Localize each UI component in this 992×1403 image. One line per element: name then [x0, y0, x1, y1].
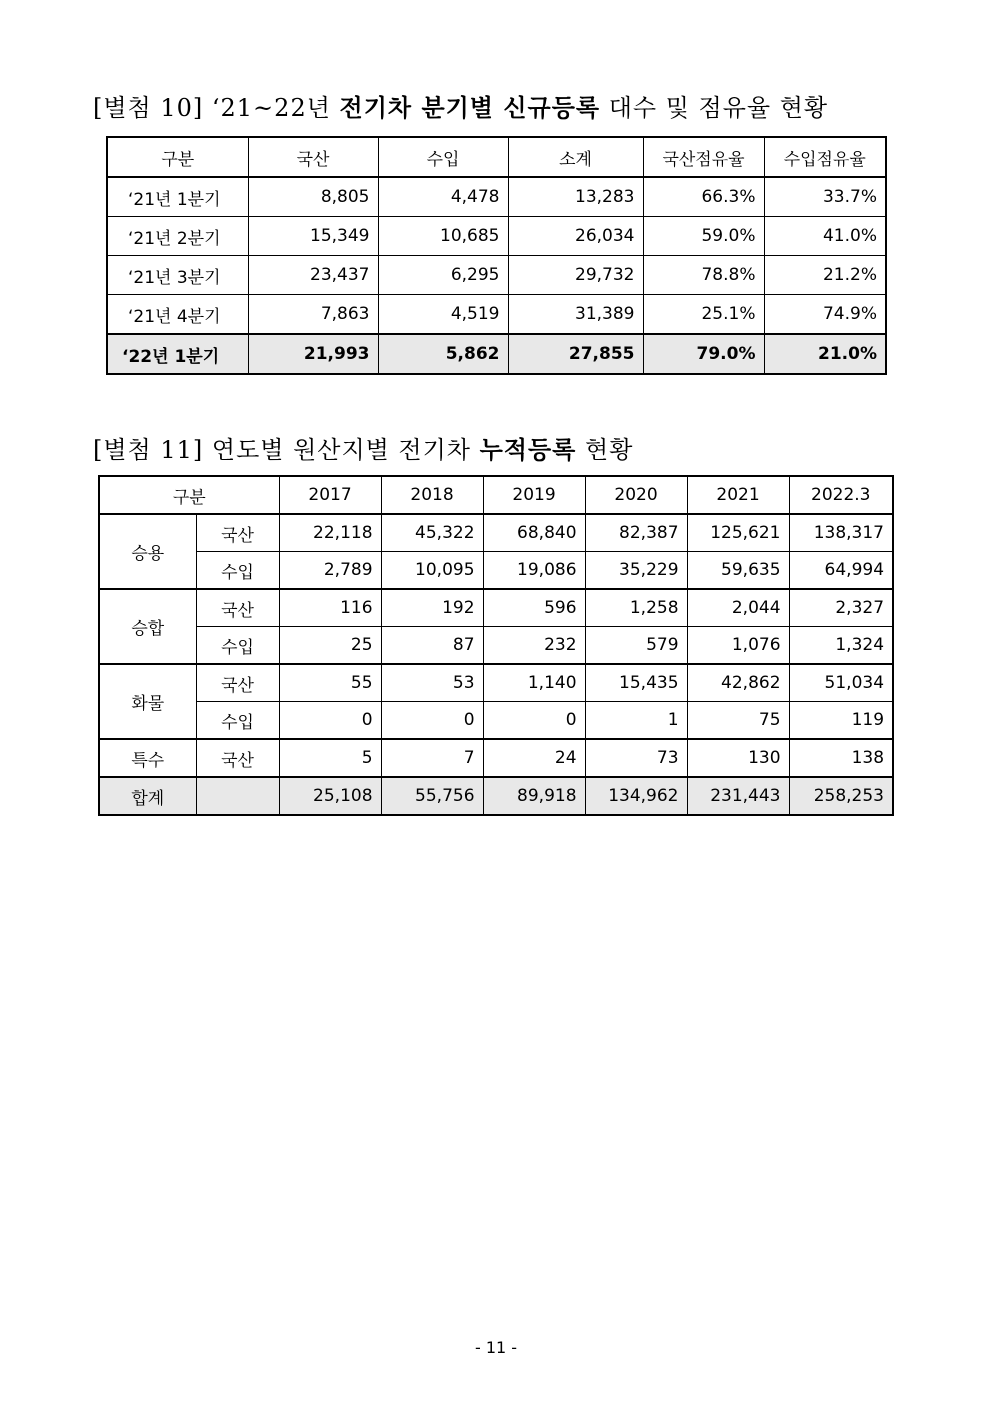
- table-header-row: [99, 476, 893, 514]
- total-row: [99, 777, 893, 815]
- total-label: 합계: [99, 777, 196, 815]
- table-cell: 1,258: [585, 589, 687, 627]
- table-cell: 7,863: [248, 295, 378, 335]
- table-cell: 0: [483, 702, 585, 740]
- table-cell: 2,044: [687, 589, 789, 627]
- type-label: 수입: [196, 552, 279, 590]
- table-cell: 75: [687, 702, 789, 740]
- table-cell: 1,140: [483, 664, 585, 702]
- row-label: ‘22년 1분기: [107, 334, 248, 374]
- table-cell: 21,993: [248, 334, 378, 374]
- cumulative-registration-table: [98, 475, 894, 816]
- table-row: [99, 702, 893, 740]
- group-label: 승용: [99, 514, 196, 589]
- table-cell: 68,840: [483, 514, 585, 552]
- header-cell: 구분: [99, 476, 279, 514]
- table-cell: 1,324: [789, 627, 893, 665]
- table-cell: 59.0%: [643, 217, 764, 256]
- table-cell: 0: [279, 702, 381, 740]
- header-cell: 국산점유율: [643, 137, 764, 177]
- table-row: [107, 177, 886, 217]
- table-cell: 596: [483, 589, 585, 627]
- table-cell: 15,435: [585, 664, 687, 702]
- type-label: 국산: [196, 514, 279, 552]
- type-label: 국산: [196, 664, 279, 702]
- table-cell: 78.8%: [643, 256, 764, 295]
- header-cell: 2020: [585, 476, 687, 514]
- table-cell: 22,118: [279, 514, 381, 552]
- table-cell: 25: [279, 627, 381, 665]
- table-cell: 192: [381, 589, 483, 627]
- page-number: - 11 -: [474, 1338, 518, 1357]
- type-label: 수입: [196, 627, 279, 665]
- table-cell: 33.7%: [764, 177, 886, 217]
- table-cell: 4,519: [378, 295, 508, 335]
- table-cell: 35,229: [585, 552, 687, 590]
- row-label: ‘21년 2분기: [107, 217, 248, 256]
- header-cell: 구분: [107, 137, 248, 177]
- table-cell: 79.0%: [643, 334, 764, 374]
- table-cell: 55: [279, 664, 381, 702]
- table1-title: [별첨 10] ‘21~22년 전기차 분기별 신규등록 대수 및 점유율 현황: [93, 94, 829, 122]
- table-cell: 2,789: [279, 552, 381, 590]
- table-row: [99, 739, 893, 777]
- table-cell: 82,387: [585, 514, 687, 552]
- header-cell: 소계: [508, 137, 643, 177]
- table-cell: 2,327: [789, 589, 893, 627]
- table-cell: 231,443: [687, 777, 789, 815]
- header-cell: 2019: [483, 476, 585, 514]
- table-cell: 232: [483, 627, 585, 665]
- table-row: [107, 217, 886, 256]
- table-cell: 25,108: [279, 777, 381, 815]
- table-cell: 45,322: [381, 514, 483, 552]
- table-cell: 41.0%: [764, 217, 886, 256]
- table-cell: 21.0%: [764, 334, 886, 374]
- table-cell: 31,389: [508, 295, 643, 335]
- table-cell: 74.9%: [764, 295, 886, 335]
- quarterly-registration-table: [106, 136, 887, 375]
- header-cell: 수입: [378, 137, 508, 177]
- table-cell: 59,635: [687, 552, 789, 590]
- type-label: 국산: [196, 739, 279, 777]
- table-cell: 73: [585, 739, 687, 777]
- highlighted-row: [107, 334, 886, 374]
- table-cell: 134,962: [585, 777, 687, 815]
- table-cell: 27,855: [508, 334, 643, 374]
- table-cell: 116: [279, 589, 381, 627]
- table-cell: 6,295: [378, 256, 508, 295]
- table-cell: 258,253: [789, 777, 893, 815]
- row-label: ‘21년 4분기: [107, 295, 248, 335]
- group-label: 승합: [99, 589, 196, 664]
- header-cell: 2017: [279, 476, 381, 514]
- table-row: [99, 627, 893, 665]
- table-row: [107, 295, 886, 335]
- table-cell: 7: [381, 739, 483, 777]
- table-cell: 125,621: [687, 514, 789, 552]
- table-cell: 55,756: [381, 777, 483, 815]
- table-row: [99, 514, 893, 552]
- header-cell: 2018: [381, 476, 483, 514]
- table-cell: 0: [381, 702, 483, 740]
- type-label: 수입: [196, 702, 279, 740]
- table-cell: 13,283: [508, 177, 643, 217]
- table-cell: 25.1%: [643, 295, 764, 335]
- group-label: 화물: [99, 664, 196, 739]
- header-cell: 2022.3: [789, 476, 893, 514]
- table-cell: 23,437: [248, 256, 378, 295]
- table-cell: 10,095: [381, 552, 483, 590]
- table-cell: 8,805: [248, 177, 378, 217]
- table-cell: 64,994: [789, 552, 893, 590]
- table-cell: 26,034: [508, 217, 643, 256]
- group-label: 특수: [99, 739, 196, 777]
- table-cell: 53: [381, 664, 483, 702]
- table-cell: 138: [789, 739, 893, 777]
- row-label: ‘21년 3분기: [107, 256, 248, 295]
- table-cell: 87: [381, 627, 483, 665]
- table-row: [99, 552, 893, 590]
- table-cell: 42,862: [687, 664, 789, 702]
- table-cell: 19,086: [483, 552, 585, 590]
- table-cell: 66.3%: [643, 177, 764, 217]
- table-row: [99, 664, 893, 702]
- table-cell: 1,076: [687, 627, 789, 665]
- table-cell: 10,685: [378, 217, 508, 256]
- type-label: 국산: [196, 589, 279, 627]
- table-cell: 89,918: [483, 777, 585, 815]
- table-cell: 130: [687, 739, 789, 777]
- table-cell: 24: [483, 739, 585, 777]
- table-cell: 15,349: [248, 217, 378, 256]
- table-cell: 119: [789, 702, 893, 740]
- table-row: [107, 256, 886, 295]
- header-cell: 수입점유율: [764, 137, 886, 177]
- table-cell: 138,317: [789, 514, 893, 552]
- row-label: ‘21년 1분기: [107, 177, 248, 217]
- table-cell: 4,478: [378, 177, 508, 217]
- header-cell: 국산: [248, 137, 378, 177]
- table-cell: 51,034: [789, 664, 893, 702]
- table2-title: [별첨 11] 연도별 원산지별 전기차 누적등록 현황: [93, 436, 634, 464]
- table-row: [99, 589, 893, 627]
- table-cell: 5: [279, 739, 381, 777]
- table-cell: 579: [585, 627, 687, 665]
- table-cell: [196, 777, 279, 815]
- table-cell: 21.2%: [764, 256, 886, 295]
- table-cell: 29,732: [508, 256, 643, 295]
- table-cell: 5,862: [378, 334, 508, 374]
- header-cell: 2021: [687, 476, 789, 514]
- table-cell: 1: [585, 702, 687, 740]
- table-header-row: [107, 137, 886, 177]
